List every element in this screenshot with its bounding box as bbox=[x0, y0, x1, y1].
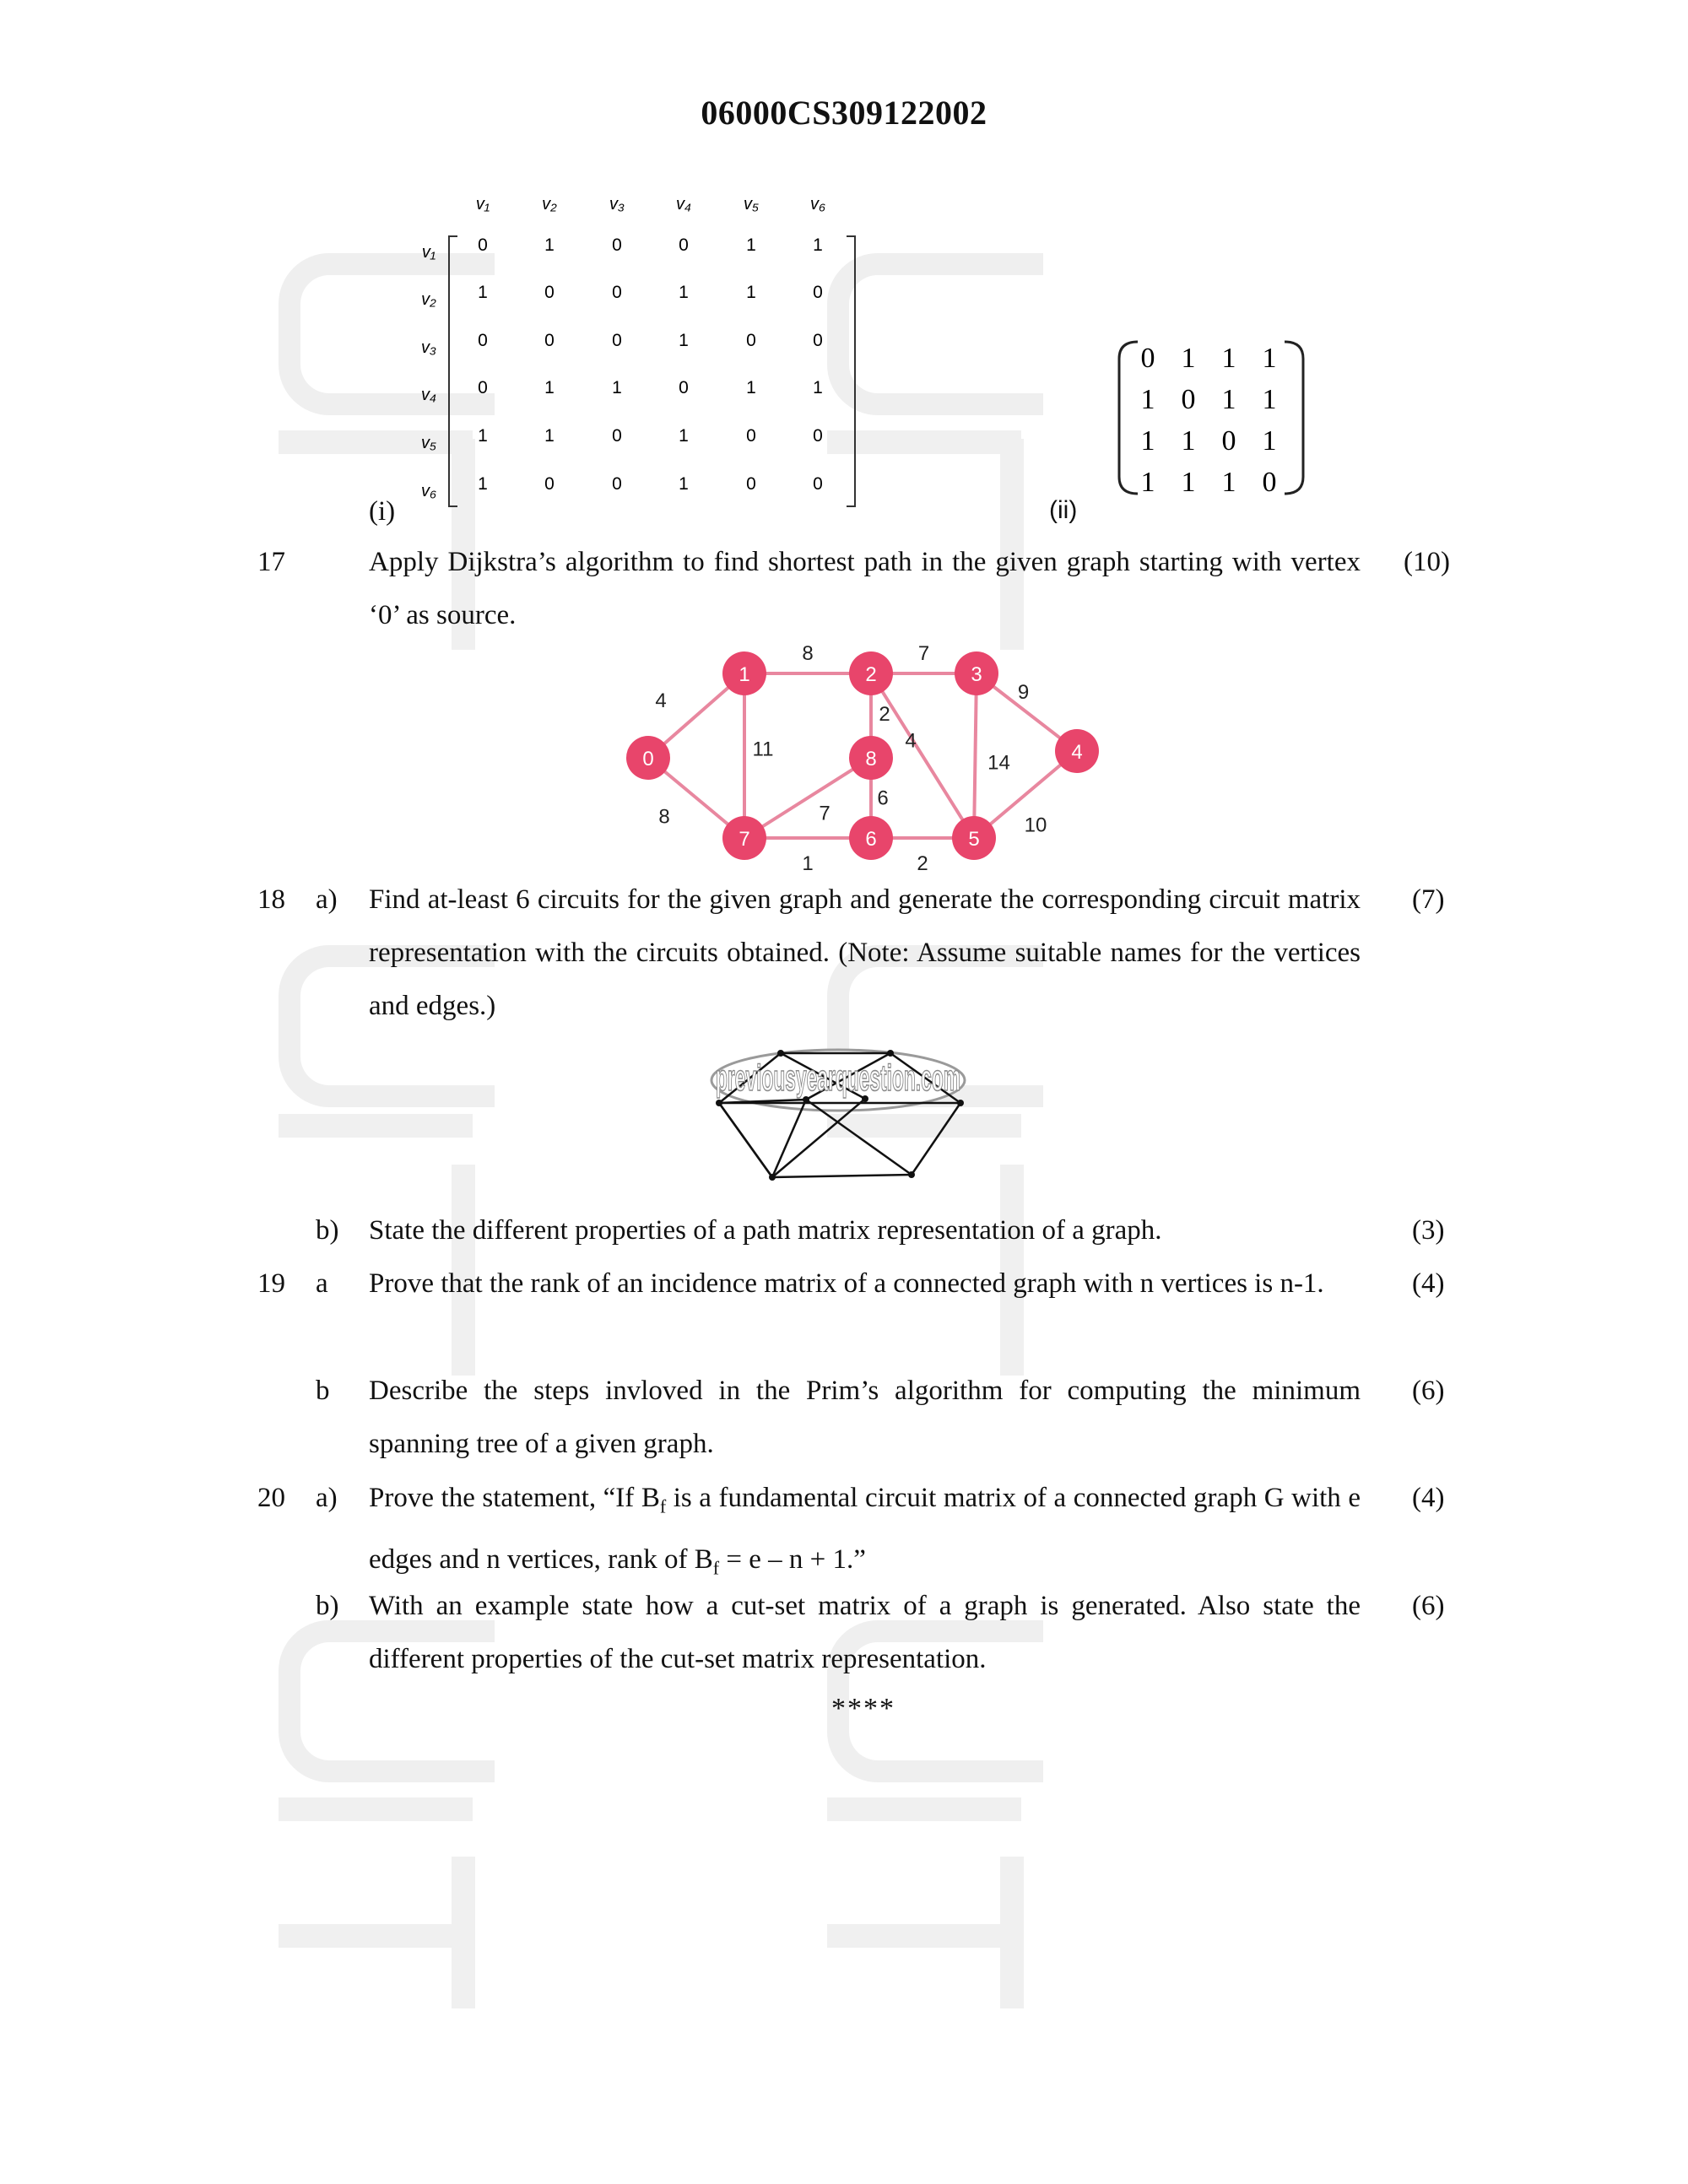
question-text: Apply Dijkstra’s algorithm to find shortest path in the given graph starting with vertex ‘0’ as source. bbox=[369, 547, 1361, 630]
watermark-text: previousyearquestion.com bbox=[716, 1057, 960, 1099]
matrix-i-cell: 1 bbox=[679, 426, 689, 446]
dijkstra-graph bbox=[625, 641, 1114, 878]
matrix-i-cells bbox=[478, 235, 823, 494]
edge-weight-label: 8 bbox=[658, 805, 670, 829]
edge-weight-label: 7 bbox=[819, 802, 830, 825]
subscript-f: f bbox=[659, 1495, 667, 1517]
matrix-i-cell: 1 bbox=[746, 283, 756, 302]
matrix-i-cell: 0 bbox=[679, 378, 689, 397]
question-marks: (6) bbox=[1412, 1591, 1445, 1621]
matrix-i-cell: 0 bbox=[478, 331, 488, 350]
question-number: 20 bbox=[257, 1483, 285, 1513]
matrix-i-cell: 1 bbox=[544, 378, 555, 397]
question-sub: b) bbox=[316, 1591, 339, 1621]
matrix-i-label: (i) bbox=[369, 496, 396, 527]
question-number: 19 bbox=[257, 1268, 285, 1299]
dijkstra-graph-svg bbox=[625, 641, 1114, 878]
matrix-i-cell: 1 bbox=[478, 283, 488, 302]
matrix-ii-cell: 1 bbox=[1181, 425, 1196, 457]
matrix-i-cell: 1 bbox=[813, 378, 823, 397]
edge-weight-label: 10 bbox=[1024, 814, 1047, 837]
matrix-i-row-header: v₆ bbox=[420, 482, 437, 500]
matrix-i-cell: 0 bbox=[746, 426, 756, 446]
matrix-i-cell: 0 bbox=[746, 474, 756, 494]
question-sub: a) bbox=[316, 1483, 338, 1513]
matrix-i-cell: 1 bbox=[679, 331, 689, 350]
graph-node-label: 7 bbox=[738, 828, 750, 851]
matrix-ii-cell: 1 bbox=[1221, 467, 1236, 498]
question-marks: (4) bbox=[1412, 1268, 1445, 1299]
matrix-i-cell: 0 bbox=[813, 474, 823, 494]
edge-weight-label: 9 bbox=[1017, 681, 1030, 704]
matrix-i-cell: 1 bbox=[478, 474, 488, 494]
matrix-ii-right-paren bbox=[1285, 342, 1303, 494]
question-text: With an example state how a cut-set matrix of a graph is generated. Also state the different properties of the cut-set matrix representation. bbox=[369, 1591, 1361, 1674]
matrix-i-cell: 1 bbox=[478, 426, 488, 446]
question-number: 17 bbox=[257, 547, 285, 577]
matrix-ii-cell: 0 bbox=[1140, 343, 1155, 374]
matrix-i-cell: 0 bbox=[813, 283, 823, 302]
matrix-i-cell: 1 bbox=[544, 426, 555, 446]
graph-node-label: 3 bbox=[971, 663, 982, 686]
question-sub: a) bbox=[316, 884, 338, 915]
matrix-ii-cell: 1 bbox=[1140, 425, 1155, 457]
matrix-i-left-bracket bbox=[449, 236, 457, 506]
matrix-ii-left-paren bbox=[1119, 342, 1138, 494]
matrix-i-cell: 0 bbox=[746, 331, 756, 350]
matrix-i-cell: 0 bbox=[813, 331, 823, 350]
q20a-text-part: is a fundamental circuit matrix of a connected graph G with e edges and n vertices, rank of B bbox=[369, 1483, 1361, 1575]
circuit-graph-svg bbox=[709, 1038, 971, 1190]
question-text: Prove that the rank of an incidence matrix of a connected graph with n vertices is n-1. bbox=[369, 1268, 1324, 1299]
matrix-i-cell: 1 bbox=[544, 235, 555, 255]
matrix-ii-cell: 0 bbox=[1181, 384, 1196, 415]
question-number: 18 bbox=[257, 884, 285, 915]
question-text bbox=[369, 1472, 1361, 1594]
matrix-i-row-header: v₁ bbox=[421, 243, 436, 262]
matrix-ii-cell: 1 bbox=[1140, 467, 1155, 498]
matrix-i-svg bbox=[405, 186, 878, 523]
matrix-i-col-header: v₃ bbox=[609, 195, 625, 214]
matrix-i-cell: 0 bbox=[612, 474, 622, 494]
question-marks: (4) bbox=[1412, 1483, 1445, 1513]
matrix-i-row-header: v₂ bbox=[421, 290, 436, 309]
matrix-i-row-header: v₃ bbox=[421, 338, 436, 357]
matrix-i-col-header: v₁ bbox=[475, 195, 490, 214]
paper-code: 06000CS309122002 bbox=[701, 94, 987, 132]
matrix-i-col-header: v₂ bbox=[542, 195, 557, 214]
matrix-i-cell: 0 bbox=[478, 235, 488, 255]
graph-node-label: 0 bbox=[642, 748, 654, 770]
matrix-ii-cell: 1 bbox=[1221, 384, 1236, 415]
graph-node-label: 6 bbox=[865, 828, 877, 851]
question-marks: (7) bbox=[1412, 884, 1445, 915]
matrix-i-cell: 0 bbox=[612, 283, 622, 302]
question-text: State the different properties of a path matrix representation of a graph. bbox=[369, 1215, 1162, 1246]
adjacency-matrix-ii bbox=[1114, 333, 1308, 502]
edge-weight-label: 1 bbox=[802, 852, 814, 875]
question-marks: (10) bbox=[1404, 547, 1450, 577]
matrix-i-col-header: v₆ bbox=[809, 195, 826, 214]
graph-node-label: 2 bbox=[865, 663, 877, 686]
question-sub: a bbox=[316, 1268, 328, 1299]
question-sub: b) bbox=[316, 1215, 339, 1246]
matrix-i-right-bracket bbox=[847, 236, 855, 506]
matrix-i-cell: 0 bbox=[544, 331, 555, 350]
question-sub: b bbox=[316, 1376, 330, 1406]
matrix-i-row-header: v₄ bbox=[420, 386, 437, 404]
question-marks: (6) bbox=[1412, 1376, 1445, 1406]
edge-weight-label: 4 bbox=[905, 729, 917, 753]
matrix-ii-cell: 1 bbox=[1181, 343, 1196, 374]
graph-node-label: 8 bbox=[865, 748, 877, 770]
matrix-ii-cell: 1 bbox=[1262, 384, 1277, 415]
matrix-ii-cell: 1 bbox=[1262, 343, 1277, 374]
graph-node-label: 4 bbox=[1071, 741, 1083, 764]
graph-node-label: 5 bbox=[968, 828, 980, 851]
question-text: Describe the steps invloved in the Prim’s algorithm for computing the minimum spanning tree of a given graph. bbox=[369, 1376, 1361, 1459]
matrix-i-row-header: v₅ bbox=[420, 434, 437, 452]
subscript-f: f bbox=[712, 1557, 720, 1579]
matrix-i-cell: 1 bbox=[813, 235, 823, 255]
matrix-i-cell: 0 bbox=[544, 283, 555, 302]
edge-weight-label: 4 bbox=[655, 689, 667, 712]
matrix-i-col-header: v₄ bbox=[675, 195, 692, 214]
matrix-i-cell: 1 bbox=[746, 235, 756, 255]
matrix-ii-cell: 1 bbox=[1140, 384, 1155, 415]
matrix-ii-label: (ii) bbox=[1049, 496, 1078, 524]
matrix-i-cell: 0 bbox=[679, 235, 689, 255]
adjacency-matrix-i bbox=[405, 186, 878, 523]
edge-weight-label: 14 bbox=[987, 751, 1010, 775]
matrix-i-row-headers bbox=[421, 243, 436, 500]
question-marks: (3) bbox=[1412, 1215, 1445, 1246]
matrix-ii-cell: 0 bbox=[1262, 467, 1277, 498]
circuit-graph bbox=[709, 1038, 971, 1190]
matrix-ii-svg bbox=[1114, 333, 1308, 502]
q20a-text-part: = e – n + 1.” bbox=[719, 1543, 866, 1575]
matrix-i-cell: 1 bbox=[679, 283, 689, 302]
matrix-i-cell: 0 bbox=[544, 474, 555, 494]
matrix-ii-cells bbox=[1141, 343, 1277, 498]
matrix-i-col-header: v₅ bbox=[743, 195, 760, 214]
edge-weight-label: 11 bbox=[752, 738, 774, 761]
matrix-i-cell: 1 bbox=[746, 378, 756, 397]
q20a-text-part: Prove the statement, “If B bbox=[369, 1483, 660, 1513]
matrix-ii-cell: 1 bbox=[1262, 425, 1277, 457]
edge-weight-label: 2 bbox=[917, 852, 928, 875]
graph-edge bbox=[974, 673, 977, 838]
matrix-ii-cell: 1 bbox=[1221, 343, 1236, 374]
matrix-ii-cell: 0 bbox=[1221, 425, 1236, 457]
matrix-i-cell: 0 bbox=[478, 378, 488, 397]
question-text: Find at-least 6 circuits for the given graph and generate the corresponding circuit matrix representation with the circuits obtained. (Note: Assume suitable names for the vertices and edges.) bbox=[369, 884, 1361, 1021]
matrix-i-column-headers bbox=[476, 195, 825, 214]
graph-edge bbox=[744, 758, 871, 838]
matrix-i-cell: 0 bbox=[612, 426, 622, 446]
edge-weight-label: 7 bbox=[917, 642, 930, 665]
matrix-ii-cell: 1 bbox=[1181, 467, 1196, 498]
end-of-paper-stars: **** bbox=[831, 1693, 895, 1724]
matrix-i-cell: 0 bbox=[612, 235, 622, 255]
matrix-i-cell: 0 bbox=[813, 426, 823, 446]
edge-weight-label: 2 bbox=[879, 703, 890, 726]
matrix-i-cell: 0 bbox=[612, 331, 622, 350]
graph-node-label: 1 bbox=[738, 663, 750, 686]
edge-weight-label: 6 bbox=[877, 787, 889, 810]
matrix-i-cell: 1 bbox=[679, 474, 689, 494]
edge-weight-label: 8 bbox=[802, 642, 814, 665]
matrix-i-cell: 1 bbox=[612, 378, 622, 397]
